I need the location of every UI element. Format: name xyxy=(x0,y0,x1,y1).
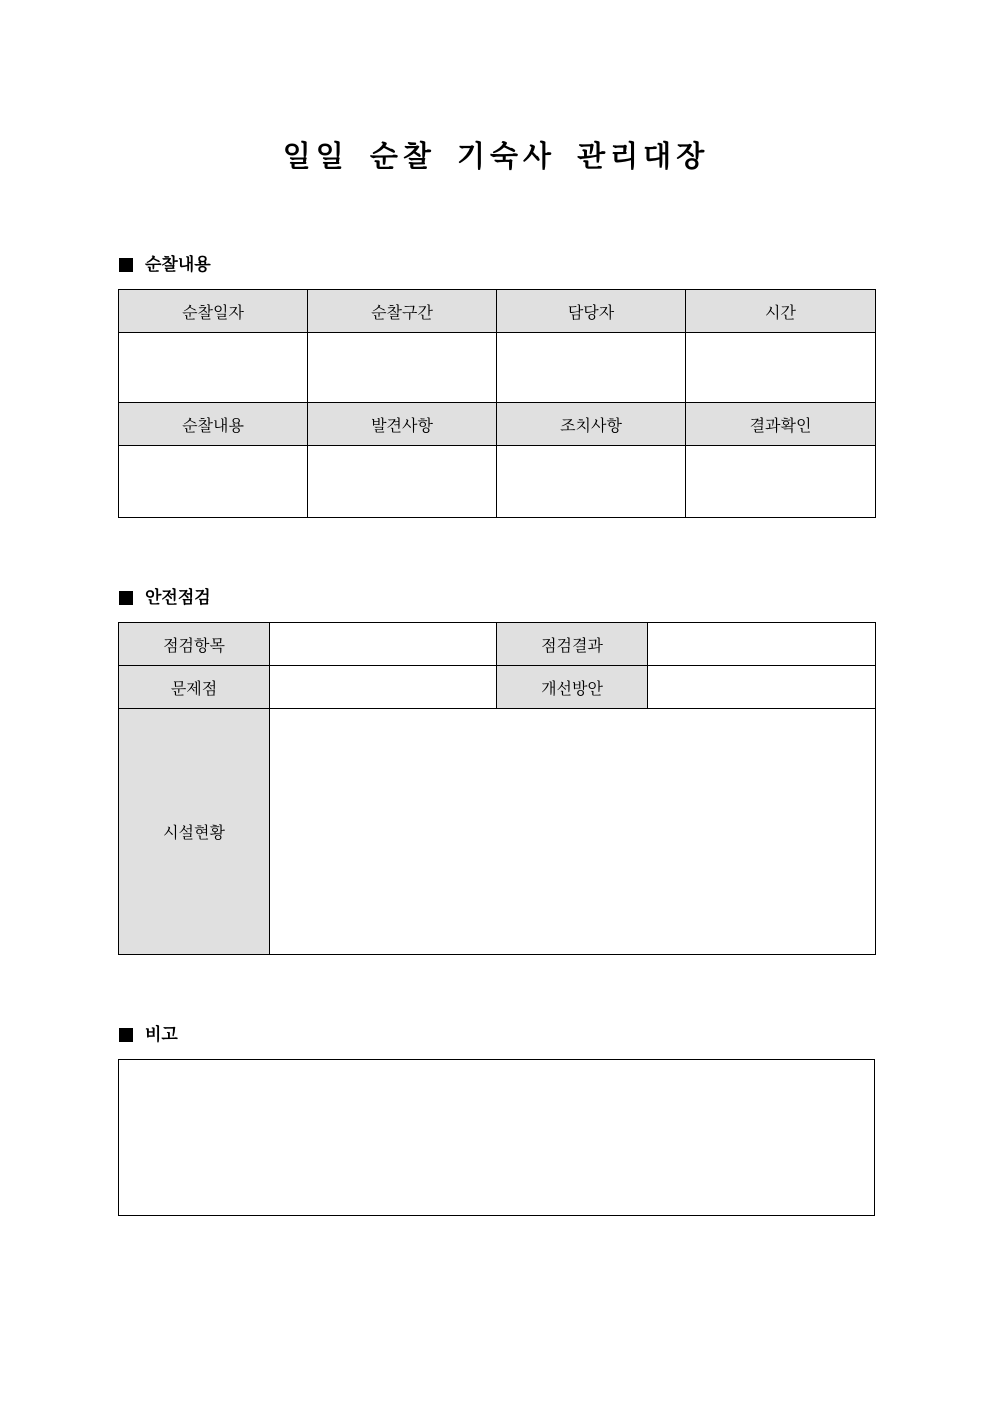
section-heading-label: 비고 xyxy=(145,1025,178,1045)
cell-improvement[interactable] xyxy=(648,666,876,709)
table-row xyxy=(119,666,876,709)
header-result-check: 결과확인 xyxy=(686,403,876,446)
table-row xyxy=(119,403,876,446)
cell-patrol-section[interactable] xyxy=(308,333,497,403)
cell-inspection-item[interactable] xyxy=(270,623,497,666)
square-bullet-icon xyxy=(119,258,133,272)
label-inspection-item: 점검항목 xyxy=(119,623,270,666)
cell-time[interactable] xyxy=(686,333,876,403)
cell-inspection-result[interactable] xyxy=(648,623,876,666)
header-patrol-section: 순찰구간 xyxy=(308,290,497,333)
safety-table xyxy=(118,622,876,955)
section-heading-patrol xyxy=(119,254,211,276)
section-heading-safety xyxy=(119,587,211,609)
header-patrol-date: 순찰일자 xyxy=(119,290,308,333)
cell-actions-taken[interactable] xyxy=(497,446,686,518)
cell-patrol-content[interactable] xyxy=(119,446,308,518)
header-actions-taken: 조치사항 xyxy=(497,403,686,446)
square-bullet-icon xyxy=(119,1028,133,1042)
header-person-in-charge: 담당자 xyxy=(497,290,686,333)
cell-person-in-charge[interactable] xyxy=(497,333,686,403)
page-title: 일일 순찰 기숙사 관리대장 xyxy=(282,139,710,173)
label-improvement: 개선방안 xyxy=(497,666,648,709)
cell-findings[interactable] xyxy=(308,446,497,518)
table-row xyxy=(119,709,876,955)
section-heading-label: 순찰내용 xyxy=(145,255,211,275)
section-heading-remarks xyxy=(119,1024,178,1046)
header-patrol-content: 순찰내용 xyxy=(119,403,308,446)
table-row xyxy=(119,290,876,333)
section-heading-label: 안전점검 xyxy=(145,588,211,608)
header-findings: 발견사항 xyxy=(308,403,497,446)
label-inspection-result: 점검결과 xyxy=(497,623,648,666)
cell-facility-status[interactable] xyxy=(270,709,876,955)
cell-problem[interactable] xyxy=(270,666,497,709)
table-row xyxy=(119,333,876,403)
cell-result-check[interactable] xyxy=(686,446,876,518)
remarks-box[interactable] xyxy=(118,1059,875,1216)
cell-patrol-date[interactable] xyxy=(119,333,308,403)
header-time: 시간 xyxy=(686,290,876,333)
square-bullet-icon xyxy=(119,591,133,605)
patrol-table xyxy=(118,289,876,518)
label-facility-status: 시설현황 xyxy=(119,709,270,955)
table-row xyxy=(119,446,876,518)
label-problem: 문제점 xyxy=(119,666,270,709)
table-row xyxy=(119,623,876,666)
